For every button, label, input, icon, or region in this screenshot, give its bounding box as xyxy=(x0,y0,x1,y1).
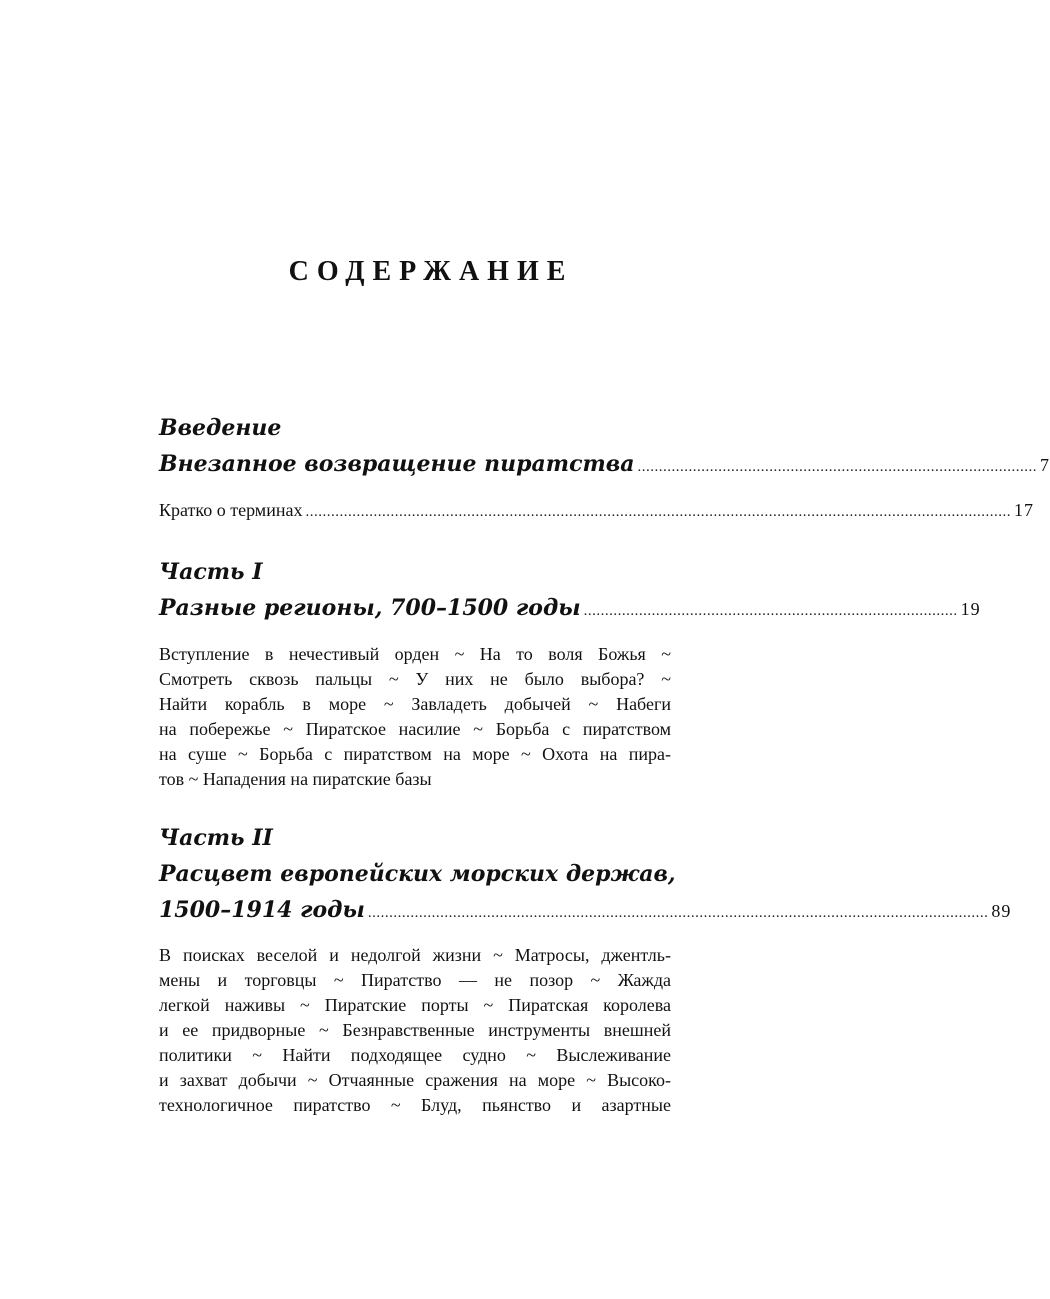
leader-dots: .................................................................................................................................................. xyxy=(367,905,989,921)
description-line: Смотреть сквозь пальцы ~ У них не было выбора? ~ xyxy=(159,669,671,689)
part1-description xyxy=(159,642,671,792)
toc-entry-title: Разные регионы, 700–1500 годы xyxy=(159,595,581,621)
toc-entry-intro[interactable] xyxy=(159,446,1050,485)
part1-label: Часть I xyxy=(159,559,263,585)
leader-dots: .............................................................................................. xyxy=(637,459,1037,475)
page-number: 89 xyxy=(991,901,1012,921)
leader-dots: ...................................................................................................................................................................... xyxy=(305,504,1011,520)
page-number: 19 xyxy=(960,599,981,619)
part2-section xyxy=(159,820,1012,1118)
description-line: и ее придворные ~ Безнравственные инструменты внешней xyxy=(159,1020,671,1040)
description-line: и захват добычи ~ Отчаянные сражения на море ~ Высоко- xyxy=(159,1070,671,1090)
toc-entry-part1[interactable] xyxy=(159,590,981,629)
toc-entry-part2[interactable] xyxy=(159,892,1012,931)
description-line: легкой наживы ~ Пиратские порты ~ Пиратская королева xyxy=(159,995,671,1015)
leader-dots: ........................................................................................ xyxy=(583,603,958,619)
toc-entry-title-line2: 1500–1914 годы xyxy=(159,897,365,923)
part2-description xyxy=(159,943,671,1118)
description-line: мены и торговцы ~ Пиратство — не позор ~ Жажда xyxy=(159,970,671,990)
page-number: 7 xyxy=(1039,455,1050,475)
description-line: Вступление в нечестивый орден ~ На то воля Божья ~ xyxy=(159,644,671,664)
toc-entry-title: Внезапное возвращение пиратства xyxy=(159,451,635,477)
description-line: Найти корабль в море ~ Завладеть добычей ~ Набеги xyxy=(159,694,671,714)
description-line: В поисках веселой и недолгой жизни ~ Матросы, джентль- xyxy=(159,945,671,965)
description-line: тов ~ Нападения на пиратские базы xyxy=(159,769,432,789)
toc-entry-title: Кратко о терминах xyxy=(159,500,303,520)
description-line: политики ~ Найти подходящее судно ~ Выслеживание xyxy=(159,1045,671,1065)
page-title: СОДЕРЖАНИЕ xyxy=(288,256,574,287)
page-number: 17 xyxy=(1013,500,1034,520)
description-line: на суше ~ Борьба с пиратством на море ~ Охота на пира- xyxy=(159,744,671,764)
intro-section xyxy=(159,410,1050,525)
intro-label: Введение xyxy=(159,415,282,441)
description-line: технологичное пиратство ~ Блуд, пьянство и азартные xyxy=(159,1095,671,1115)
part2-label: Часть II xyxy=(159,825,273,851)
toc-entry-terms[interactable] xyxy=(159,497,1034,525)
part1-section xyxy=(159,554,981,792)
description-line: на побережье ~ Пиратское насилие ~ Борьба с пиратством xyxy=(159,719,671,739)
toc-entry-title-line1[interactable]: Расцвет европейских морских держав, xyxy=(159,861,676,887)
